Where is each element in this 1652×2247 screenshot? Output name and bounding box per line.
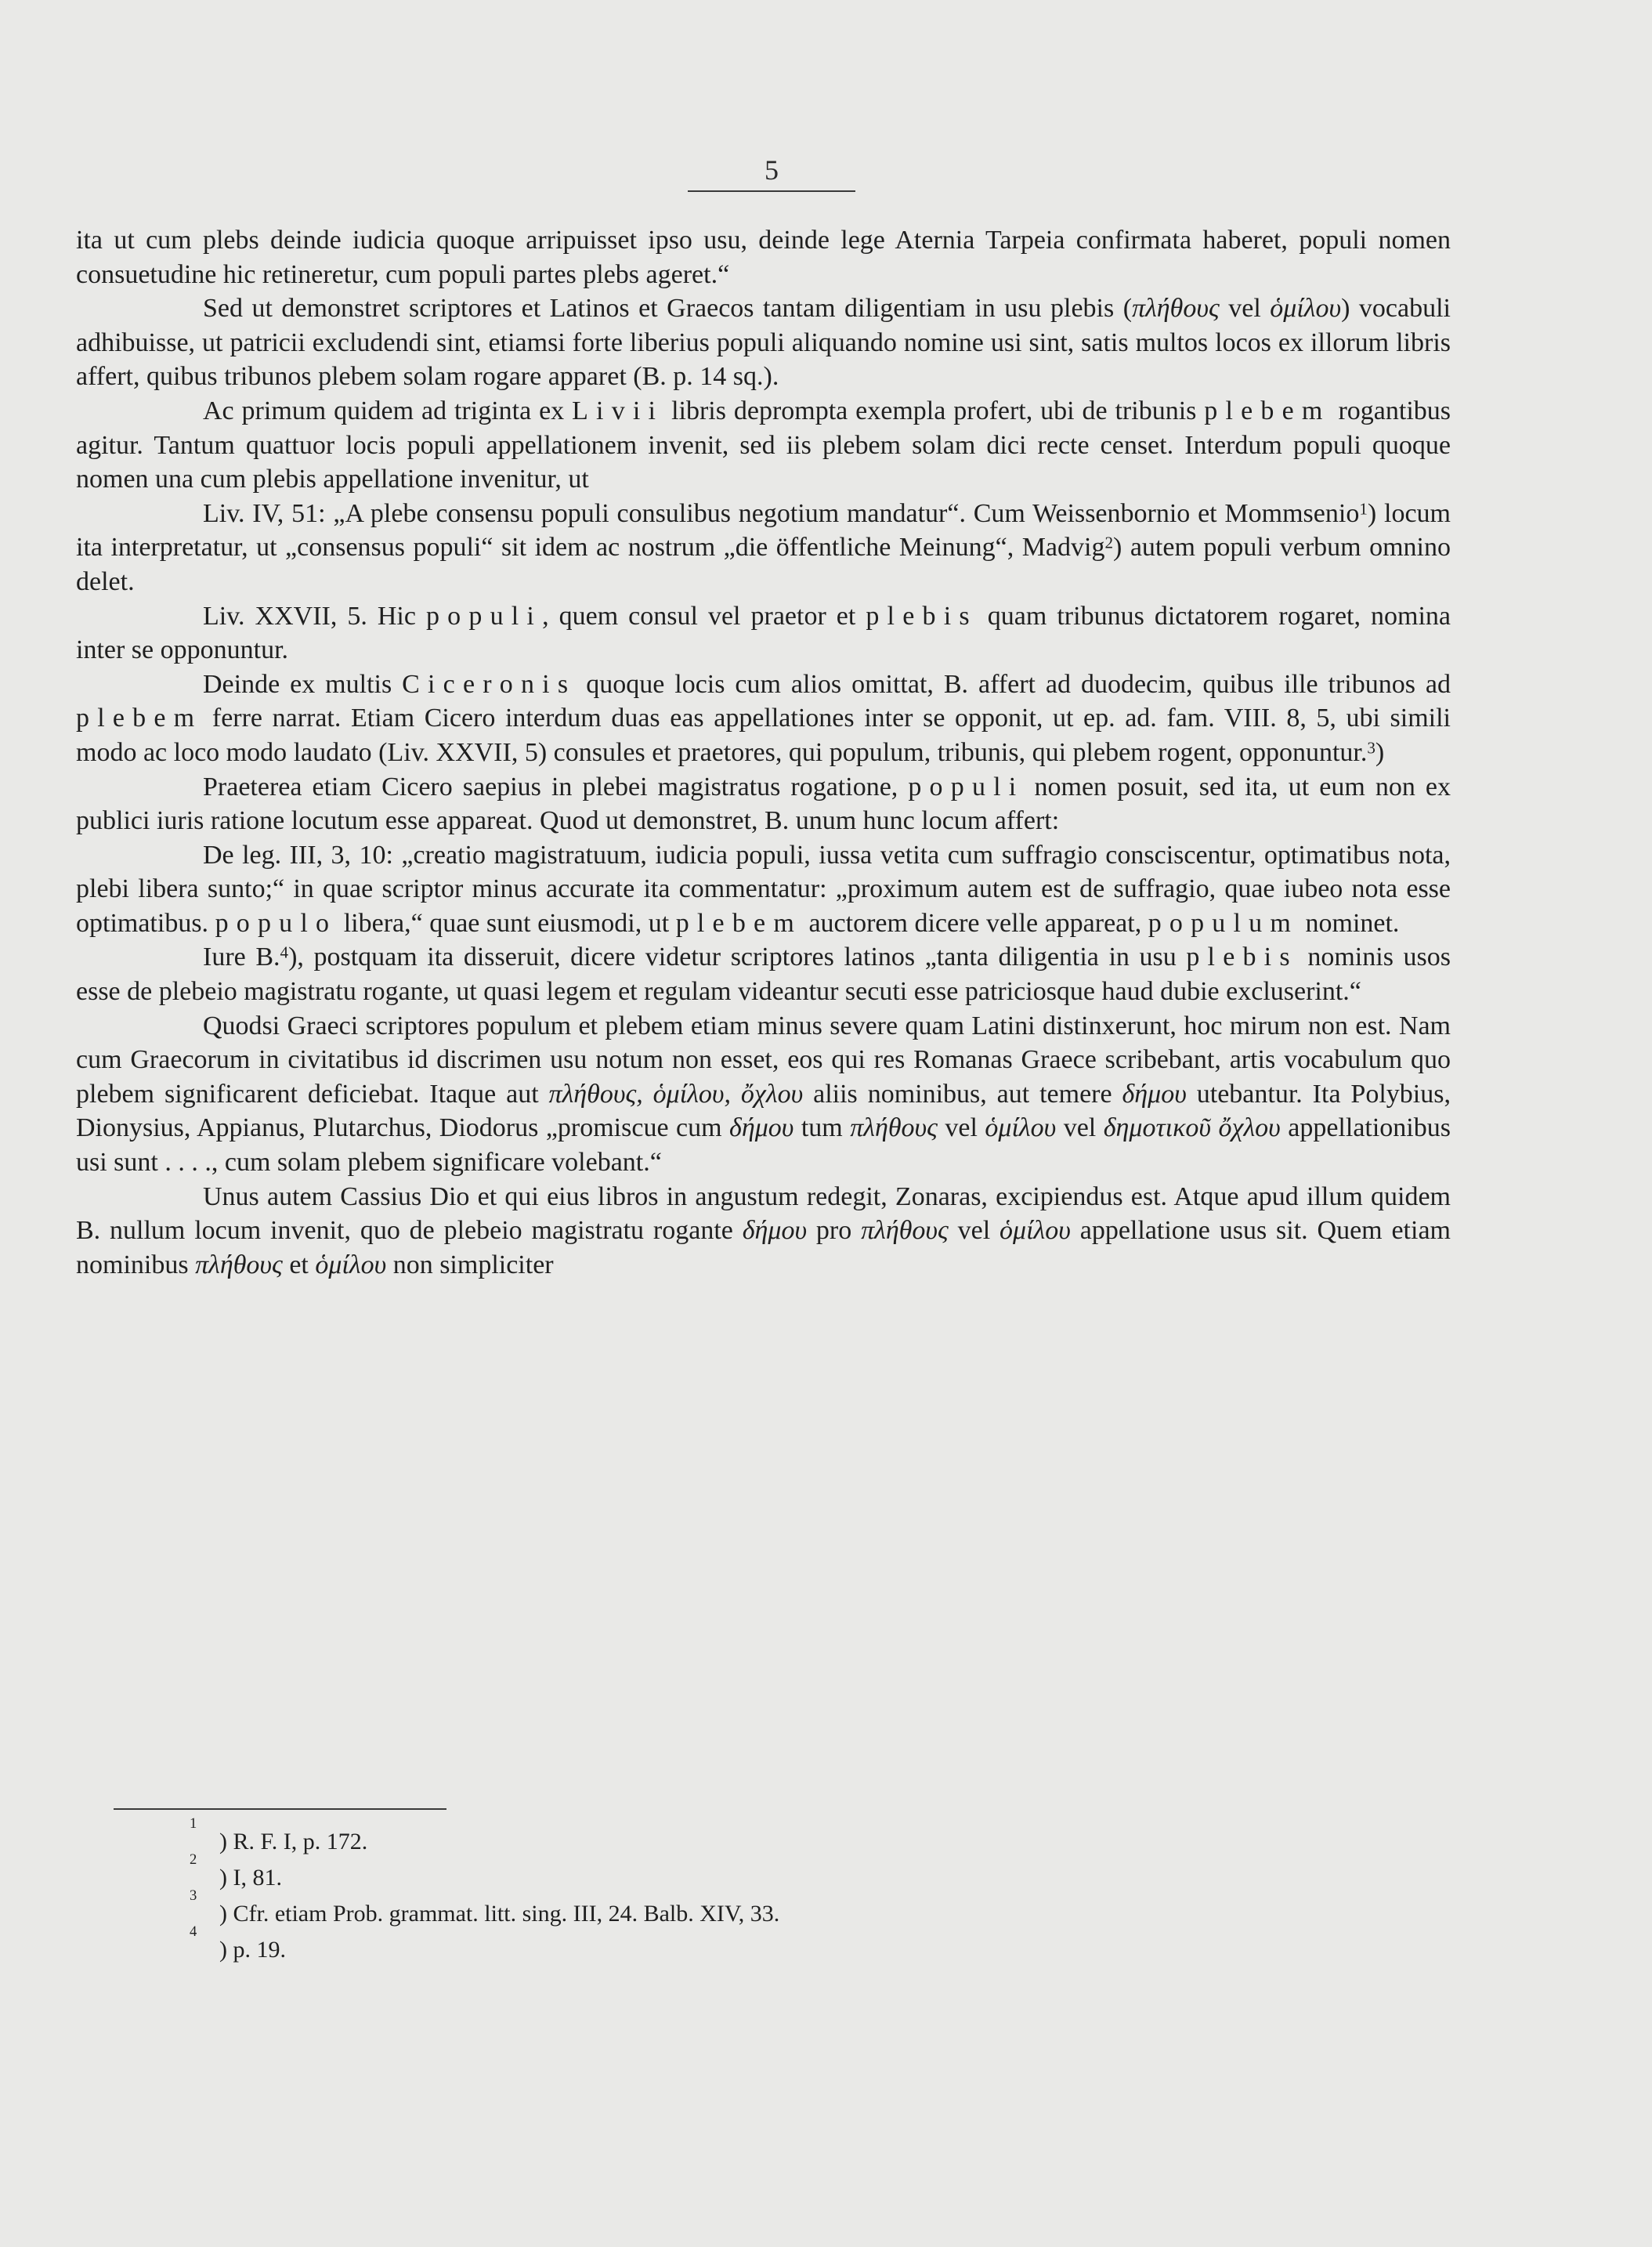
- footnote-mark: 4: [190, 1923, 197, 1940]
- paragraph-3: Ac primum quidem ad triginta ex Livii libris deprompta exempla profert, ubi de tribunis plebem rogantibus agitur. Tantum quattuor locis populi appellationem invenit, sed iis plebem solam dici recte censet. Interdum populi quoque nomen una cum plebis appellatione invenitur, ut: [76, 396, 1451, 494]
- footnote-mark: 2: [190, 1851, 197, 1868]
- paragraph-2: Sed ut demonstret scriptores et Latinos et Graecos tantam diligentiam in usu plebis (πλήθους vel ὁμίλου) vocabuli adhibuisse, ut patricii excludendi sint, etiamsi forte liberius populi aliquando nomine usi sint, satis multos locos ex illorum libris affert, quibus tribunos plebem solam rogare apparet (B. p. 14 sq.).: [76, 294, 1451, 392]
- footnote-2: [190, 1851, 1051, 1896]
- footnote-mark: 3: [190, 1887, 197, 1904]
- footnote-ref-4: 4: [280, 943, 289, 962]
- greek-word: δήμου: [1122, 1079, 1187, 1109]
- footnote-text: ) p. 19.: [219, 1937, 286, 1963]
- spaced-word: populo: [215, 908, 338, 938]
- paragraph-5: Liv. XXVII, 5. Hic populi, quem consul vel praetor et plebis quam tribunus dictatorem rogaret, nomina inter se opponuntur.: [76, 601, 1451, 665]
- spaced-word: populum: [1148, 908, 1299, 938]
- paragraph-6: Deinde ex multis Ciceronis quoque locis cum alios omittat, B. affert ad duodecim, quibus ille tribunos ad plebem ferre narrat. Etiam Cicero interdum duas eas appellationes inter se opponit, ut ep. ad. fam. VIII. 8, 5, ubi simili modo ac loco modo laudato (Liv. XXVII, 5) consules et praetores, qui populum, tribunis, qui plebem rogent, opponuntur.$^3$): [76, 669, 1451, 767]
- spaced-word: Ciceronis: [402, 669, 577, 699]
- spaced-word: plebem: [1204, 396, 1331, 425]
- greek-word: πλήθους: [850, 1113, 938, 1143]
- paragraph-9: Iure B.$^4$), postquam ita disseruit, dicere videtur scriptores latinos „tanta diligentia in usu plebis nominis usos esse de plebeio magistratu rogante, ut quasi legem et regulam videantur secuti esse patriciosque haud dubie excluserint.“: [76, 943, 1451, 1007]
- paragraph-10: Quodsi Graeci scriptores populum et plebem etiam minus severe quam Latini distinxerunt, hoc mirum non est. Nam cum Graecorum in civitatibus id discrimen usu notum non esset, eos qui res Romanas Graece scribebant, artis vocabulum quo plebem significarent deficiebat. Itaque aut πλήθους, ὁμίλου, ὄχλου aliis nominibus, aut temere δήμου utebantur. Ita Polybius, Dionysius, Appianus, Plutarchus, Diodorus „promiscue cum δήμου tum πλήθους vel ὁμίλου vel δημοτικοῦ ὄχλου appellationibus usi sunt . . . ., cum solam plebem significare volebant.“: [76, 1011, 1451, 1178]
- paragraph-4: Liv. IV, 51: „A plebe consensu populi consulibus negotium mandatur“. Cum Weissenbornio et Mommsenio$^1$) locum ita interpretatur, ut „consensus populi“ sit idem ac nostrum „die öffentliche Meinung“, Madvig$^2$) autem populi verbum omnino delet.: [76, 498, 1451, 596]
- body-text: [76, 223, 1451, 1282]
- footnote-ref-3: 3: [1367, 738, 1375, 758]
- spaced-word: Livii: [572, 396, 664, 425]
- greek-word: ὁμίλου: [1000, 1216, 1071, 1246]
- page-number: 5: [765, 154, 779, 186]
- footnotes: [190, 1815, 1051, 1968]
- spaced-word: plebem: [76, 704, 203, 733]
- paragraph-7: Praeterea etiam Cicero saepius in plebei magistratus rogatione, populi nomen posuit, sed ita, ut eum non ex publici iuris ratione locutum esse appareat. Quod ut demonstret, B. unum hunc locum affert:: [76, 772, 1451, 836]
- footnote-4: [190, 1923, 1051, 1968]
- spaced-word: populi: [908, 772, 1025, 801]
- paragraph-1: ita ut cum plebs deinde iudicia quoque arripuisset ipso usu, deinde lege Aternia Tarpeia confirmata haberet, populi nomen consuetudine hic retineretur, cum populi partes plebs ageret.“: [76, 226, 1451, 289]
- footnote-text: ) Cfr. etiam Prob. grammat. litt. sing. III, 24. Balb. XIV, 33.: [219, 1901, 780, 1927]
- greek-word: δήμου: [729, 1113, 794, 1143]
- footnote-text: ) I, 81.: [219, 1865, 282, 1891]
- greek-word: δημοτικοῦ ὄχλου: [1103, 1113, 1281, 1143]
- footnote-ref-2: 2: [1104, 533, 1114, 552]
- greek-word: ὁμίλου: [1270, 294, 1342, 324]
- greek-word: πλήθους: [195, 1250, 283, 1279]
- header-rule: [688, 190, 855, 192]
- greek-word: πλήθους, ὁμίλου, ὄχλου: [548, 1079, 804, 1109]
- paragraph-11: Unus autem Cassius Dio et qui eius libros in angustum redegit, Zonaras, excipiendus est. Atque apud illum quidem B. nullum locum invenit, quo de plebeio magistratu rogante δήμου pro πλήθους vel ὁμίλου appellatione usus sit. Quem etiam nominibus πλήθους et ὁμίλου non simpliciter: [76, 1181, 1451, 1279]
- spaced-word: plebem: [675, 908, 802, 938]
- greek-word: πλήθους: [861, 1216, 949, 1246]
- footnote-1: [190, 1815, 1051, 1860]
- greek-word: πλήθους: [1132, 294, 1220, 324]
- footnote-3: [190, 1887, 1051, 1932]
- spaced-word: plebis: [1186, 943, 1298, 972]
- footnote-ref-1: 1: [1359, 499, 1368, 519]
- footnote-text: ) R. F. I, p. 172.: [219, 1829, 368, 1854]
- spaced-word: plebis: [866, 601, 978, 631]
- greek-word: δήμου: [742, 1216, 808, 1246]
- greek-word: ὁμίλου: [315, 1250, 387, 1279]
- paragraph-8: De leg. III, 3, 10: „creatio magistratuum, iudicia populi, iussa vetita cum suffragio consciscentur, optimatibus nota, plebi libera sunto;“ in quae scriptor minus accurate ita commentatur: „proximum autem est de suffragio, quae iubeo nota esse optimatibus. populo libera,“ quae sunt eiusmodi, ut plebem auctorem dicere velle appareat, populum nominet.: [76, 840, 1451, 938]
- footnote-mark: 1: [190, 1815, 197, 1832]
- footnote-rule: [114, 1808, 446, 1810]
- greek-word: ὁμίλου: [985, 1113, 1057, 1143]
- spaced-word: populi: [425, 601, 543, 631]
